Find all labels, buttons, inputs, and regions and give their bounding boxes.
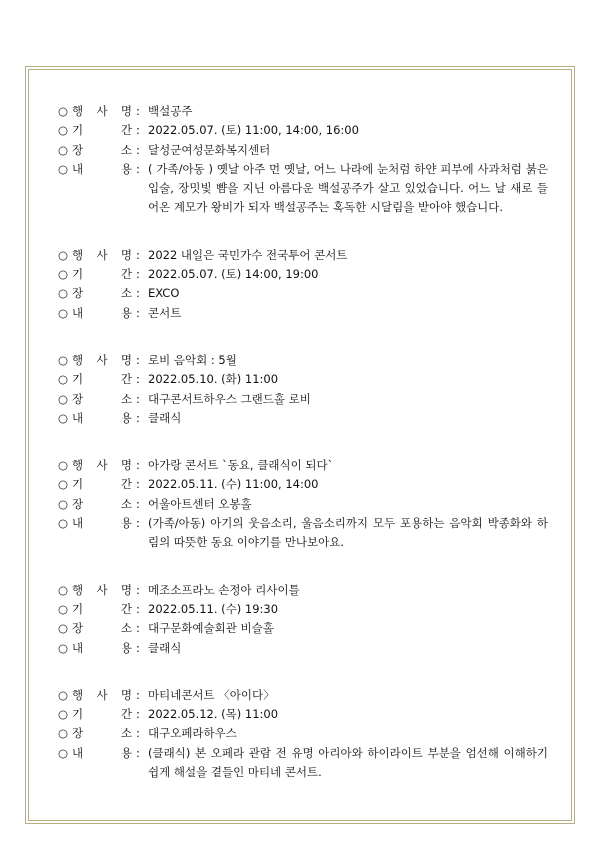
label-char: 명 bbox=[120, 582, 132, 597]
label-colon: : bbox=[136, 707, 140, 722]
label-colon: : bbox=[136, 582, 140, 597]
event-place-row bbox=[58, 724, 548, 743]
label-char: 사 bbox=[96, 582, 108, 597]
field-label-period bbox=[72, 370, 136, 389]
label-char: 내 bbox=[72, 410, 84, 425]
field-label-place bbox=[72, 284, 136, 303]
label-char: 명 bbox=[120, 687, 132, 702]
label-char: 사 bbox=[96, 687, 108, 702]
event-place-value: 대구문화예술회관 비슬홀 bbox=[148, 621, 274, 636]
field-label-content bbox=[72, 409, 136, 428]
label-char: 용 bbox=[120, 410, 132, 425]
event-content-row bbox=[58, 409, 548, 428]
circle-bullet-icon: ○ bbox=[58, 726, 69, 741]
circle-bullet-icon: ○ bbox=[58, 516, 69, 531]
label-char: 기 bbox=[72, 707, 84, 722]
label-char: 기 bbox=[72, 123, 84, 138]
label-char: 내 bbox=[72, 516, 84, 531]
event-place-row bbox=[58, 141, 548, 160]
label-char: 사 bbox=[96, 458, 108, 473]
label-char: 사 bbox=[96, 352, 108, 367]
label-char: 소 bbox=[120, 391, 132, 406]
circle-bullet-icon: ○ bbox=[58, 161, 69, 176]
event-content-value: 클래식 bbox=[148, 640, 182, 655]
label-char: 기 bbox=[72, 601, 84, 616]
label-colon: : bbox=[136, 726, 140, 741]
field-label-period bbox=[72, 600, 136, 619]
label-char: 소 bbox=[120, 142, 132, 157]
label-char: 명 bbox=[120, 104, 132, 118]
circle-bullet-icon: ○ bbox=[58, 142, 69, 157]
label-char: 내 bbox=[72, 745, 84, 760]
circle-bullet-icon: ○ bbox=[58, 621, 69, 636]
field-label-content bbox=[72, 160, 136, 218]
event-period-value: 2022.05.07. (토) 11:00, 14:00, 16:00 bbox=[148, 123, 359, 138]
label-char: 사 bbox=[96, 247, 108, 262]
label-char: 행 bbox=[72, 104, 84, 118]
label-colon: : bbox=[136, 477, 140, 492]
field-label-place bbox=[72, 619, 136, 638]
event-name-value: 메조소프라노 손정아 리사이틀 bbox=[148, 582, 300, 597]
label-char: 장 bbox=[72, 621, 84, 636]
label-char: 기 bbox=[72, 372, 84, 387]
event-period-value: 2022.05.10. (화) 11:00 bbox=[148, 372, 279, 387]
label-char: 내 bbox=[72, 161, 84, 176]
field-label-content bbox=[72, 514, 136, 553]
label-colon: : bbox=[136, 410, 140, 425]
field-label-name bbox=[72, 456, 136, 475]
event-period-row bbox=[58, 370, 548, 389]
label-char: 행 bbox=[72, 352, 84, 367]
event-block bbox=[58, 246, 548, 323]
event-content-value: 클래식 bbox=[148, 410, 182, 425]
event-place-value: 어울아트센터 오봉홀 bbox=[148, 496, 252, 511]
event-period-row bbox=[58, 121, 548, 140]
event-name-row bbox=[58, 102, 548, 121]
event-period-value: 2022.05.11. (수) 11:00, 14:00 bbox=[148, 477, 319, 492]
label-char: 소 bbox=[120, 496, 132, 511]
event-place-row bbox=[58, 619, 548, 638]
circle-bullet-icon: ○ bbox=[58, 410, 69, 425]
label-char: 행 bbox=[72, 458, 84, 473]
event-content-row bbox=[58, 160, 548, 218]
label-char: 기 bbox=[72, 477, 84, 492]
label-char: 장 bbox=[72, 142, 84, 157]
event-block bbox=[58, 581, 548, 658]
label-colon: : bbox=[136, 247, 140, 262]
event-place-row bbox=[58, 284, 548, 303]
label-char: 용 bbox=[120, 640, 132, 655]
circle-bullet-icon: ○ bbox=[58, 687, 69, 702]
label-colon: : bbox=[136, 123, 140, 138]
event-content-row bbox=[58, 639, 548, 658]
label-char: 장 bbox=[72, 726, 84, 741]
label-char: 간 bbox=[120, 601, 132, 616]
event-name-value: 아가랑 콘서트 `동요, 클래식이 되다` bbox=[148, 458, 334, 473]
label-char: 소 bbox=[120, 726, 132, 741]
label-char: 용 bbox=[120, 745, 132, 760]
label-char: 간 bbox=[120, 372, 132, 387]
field-label-place bbox=[72, 724, 136, 743]
label-char: 명 bbox=[120, 352, 132, 367]
event-name-value: 백설공주 bbox=[148, 104, 193, 118]
label-colon: : bbox=[136, 267, 140, 282]
label-colon: : bbox=[136, 496, 140, 511]
circle-bullet-icon: ○ bbox=[58, 582, 69, 597]
event-name-row bbox=[58, 686, 548, 705]
label-char: 내 bbox=[72, 640, 84, 655]
label-char: 행 bbox=[72, 582, 84, 597]
event-block bbox=[58, 686, 548, 782]
label-char: 행 bbox=[72, 247, 84, 262]
event-content-value: 콘서트 bbox=[148, 305, 182, 320]
label-char: 장 bbox=[72, 496, 84, 511]
event-name-row bbox=[58, 351, 548, 370]
event-block bbox=[58, 102, 548, 218]
event-name-value: 2022 내일은 국민가수 전국투어 콘서트 bbox=[148, 247, 348, 262]
label-char: 기 bbox=[72, 267, 84, 282]
circle-bullet-icon: ○ bbox=[58, 352, 69, 367]
field-label-name bbox=[72, 246, 136, 265]
label-colon: : bbox=[136, 601, 140, 616]
label-char: 사 bbox=[96, 104, 108, 118]
field-label-content bbox=[72, 304, 136, 323]
circle-bullet-icon: ○ bbox=[58, 496, 69, 511]
circle-bullet-icon: ○ bbox=[58, 305, 69, 320]
event-content-value: (가족/아동) 아기의 웃음소리, 울음소리까지 모두 포용하는 음악회 박종화와 하림의 따뜻한 동요 이야기를 만나보아요. bbox=[148, 516, 548, 550]
event-content-row bbox=[58, 744, 548, 783]
circle-bullet-icon: ○ bbox=[58, 477, 69, 492]
field-label-period bbox=[72, 705, 136, 724]
label-char: 간 bbox=[120, 477, 132, 492]
label-colon: : bbox=[136, 745, 140, 760]
label-colon: : bbox=[136, 161, 140, 176]
event-place-value: 대구콘서트하우스 그랜드홀 로비 bbox=[148, 391, 311, 406]
event-period-row bbox=[58, 475, 548, 494]
event-content-row bbox=[58, 304, 548, 323]
circle-bullet-icon: ○ bbox=[58, 745, 69, 760]
label-char: 간 bbox=[120, 707, 132, 722]
event-place-row bbox=[58, 390, 548, 409]
field-label-name bbox=[72, 686, 136, 705]
event-name-value: 마티네콘서트 〈아이다〉 bbox=[148, 687, 275, 702]
label-char: 소 bbox=[120, 286, 132, 301]
label-colon: : bbox=[136, 391, 140, 406]
event-period-value: 2022.05.12. (목) 11:00 bbox=[148, 707, 279, 722]
circle-bullet-icon: ○ bbox=[58, 267, 69, 282]
event-content-value: ( 가족/아동 ) 옛날 아주 먼 옛날, 어느 나라에 눈처럼 하얀 피부에 사과처럼 붉은 입술, 장밋빛 뺨을 지닌 아름다운 백설공주가 살고 있었습니다. 어느 날 새로 들어온 계모가 왕비가 되자 백설공주는 혹독한 시달림을 받아야 했습니다. bbox=[148, 161, 548, 215]
circle-bullet-icon: ○ bbox=[58, 104, 69, 118]
circle-bullet-icon: ○ bbox=[58, 391, 69, 406]
field-label-content bbox=[72, 639, 136, 658]
label-colon: : bbox=[136, 305, 140, 320]
label-char: 용 bbox=[120, 161, 132, 176]
circle-bullet-icon: ○ bbox=[58, 286, 69, 301]
label-char: 행 bbox=[72, 687, 84, 702]
circle-bullet-icon: ○ bbox=[58, 707, 69, 722]
event-name-row bbox=[58, 246, 548, 265]
event-place-value: 달성군여성문화복지센터 bbox=[148, 142, 271, 157]
circle-bullet-icon: ○ bbox=[58, 247, 69, 262]
event-period-value: 2022.05.11. (수) 19:30 bbox=[148, 601, 279, 616]
field-label-content bbox=[72, 744, 136, 783]
label-colon: : bbox=[136, 687, 140, 702]
label-colon: : bbox=[136, 286, 140, 301]
label-colon: : bbox=[136, 142, 140, 157]
event-block bbox=[58, 456, 548, 552]
event-name-row bbox=[58, 581, 548, 600]
field-label-period bbox=[72, 121, 136, 140]
field-label-place bbox=[72, 495, 136, 514]
label-char: 장 bbox=[72, 391, 84, 406]
event-place-row bbox=[58, 495, 548, 514]
event-period-row bbox=[58, 705, 548, 724]
field-label-name bbox=[72, 351, 136, 370]
event-period-row bbox=[58, 265, 548, 284]
circle-bullet-icon: ○ bbox=[58, 123, 69, 138]
circle-bullet-icon: ○ bbox=[58, 458, 69, 473]
field-label-name bbox=[72, 581, 136, 600]
event-block bbox=[58, 351, 548, 428]
event-name-row bbox=[58, 456, 548, 475]
field-label-period bbox=[72, 475, 136, 494]
event-place-value: EXCO bbox=[148, 286, 180, 301]
field-label-place bbox=[72, 141, 136, 160]
label-char: 용 bbox=[120, 305, 132, 320]
event-period-row bbox=[58, 600, 548, 619]
event-period-value: 2022.05.07. (토) 14:00, 19:00 bbox=[148, 267, 319, 282]
circle-bullet-icon: ○ bbox=[58, 601, 69, 616]
label-colon: : bbox=[136, 104, 140, 118]
label-char: 내 bbox=[72, 305, 84, 320]
label-colon: : bbox=[136, 621, 140, 636]
label-char: 소 bbox=[120, 621, 132, 636]
circle-bullet-icon: ○ bbox=[58, 640, 69, 655]
label-colon: : bbox=[136, 372, 140, 387]
event-content-row bbox=[58, 514, 548, 553]
event-content-value: (클래식) 본 오페라 관람 전 유명 아리아와 하이라이트 부분을 엄선해 이해하기 쉽게 해설을 곁들인 마티네 콘서트. bbox=[148, 745, 548, 780]
label-colon: : bbox=[136, 458, 140, 473]
event-name-value: 로비 음악회 : 5월 bbox=[148, 352, 237, 367]
label-char: 간 bbox=[120, 123, 132, 138]
label-char: 장 bbox=[72, 286, 84, 301]
event-place-value: 대구오페라하우스 bbox=[148, 726, 237, 741]
circle-bullet-icon: ○ bbox=[58, 372, 69, 387]
field-label-period bbox=[72, 265, 136, 284]
label-char: 명 bbox=[120, 247, 132, 262]
event-list bbox=[58, 102, 548, 810]
field-label-name bbox=[72, 102, 136, 121]
label-char: 용 bbox=[120, 516, 132, 531]
field-label-place bbox=[72, 390, 136, 409]
label-char: 명 bbox=[120, 458, 132, 473]
label-colon: : bbox=[136, 640, 140, 655]
label-colon: : bbox=[136, 352, 140, 367]
label-char: 간 bbox=[120, 267, 132, 282]
label-colon: : bbox=[136, 516, 140, 531]
